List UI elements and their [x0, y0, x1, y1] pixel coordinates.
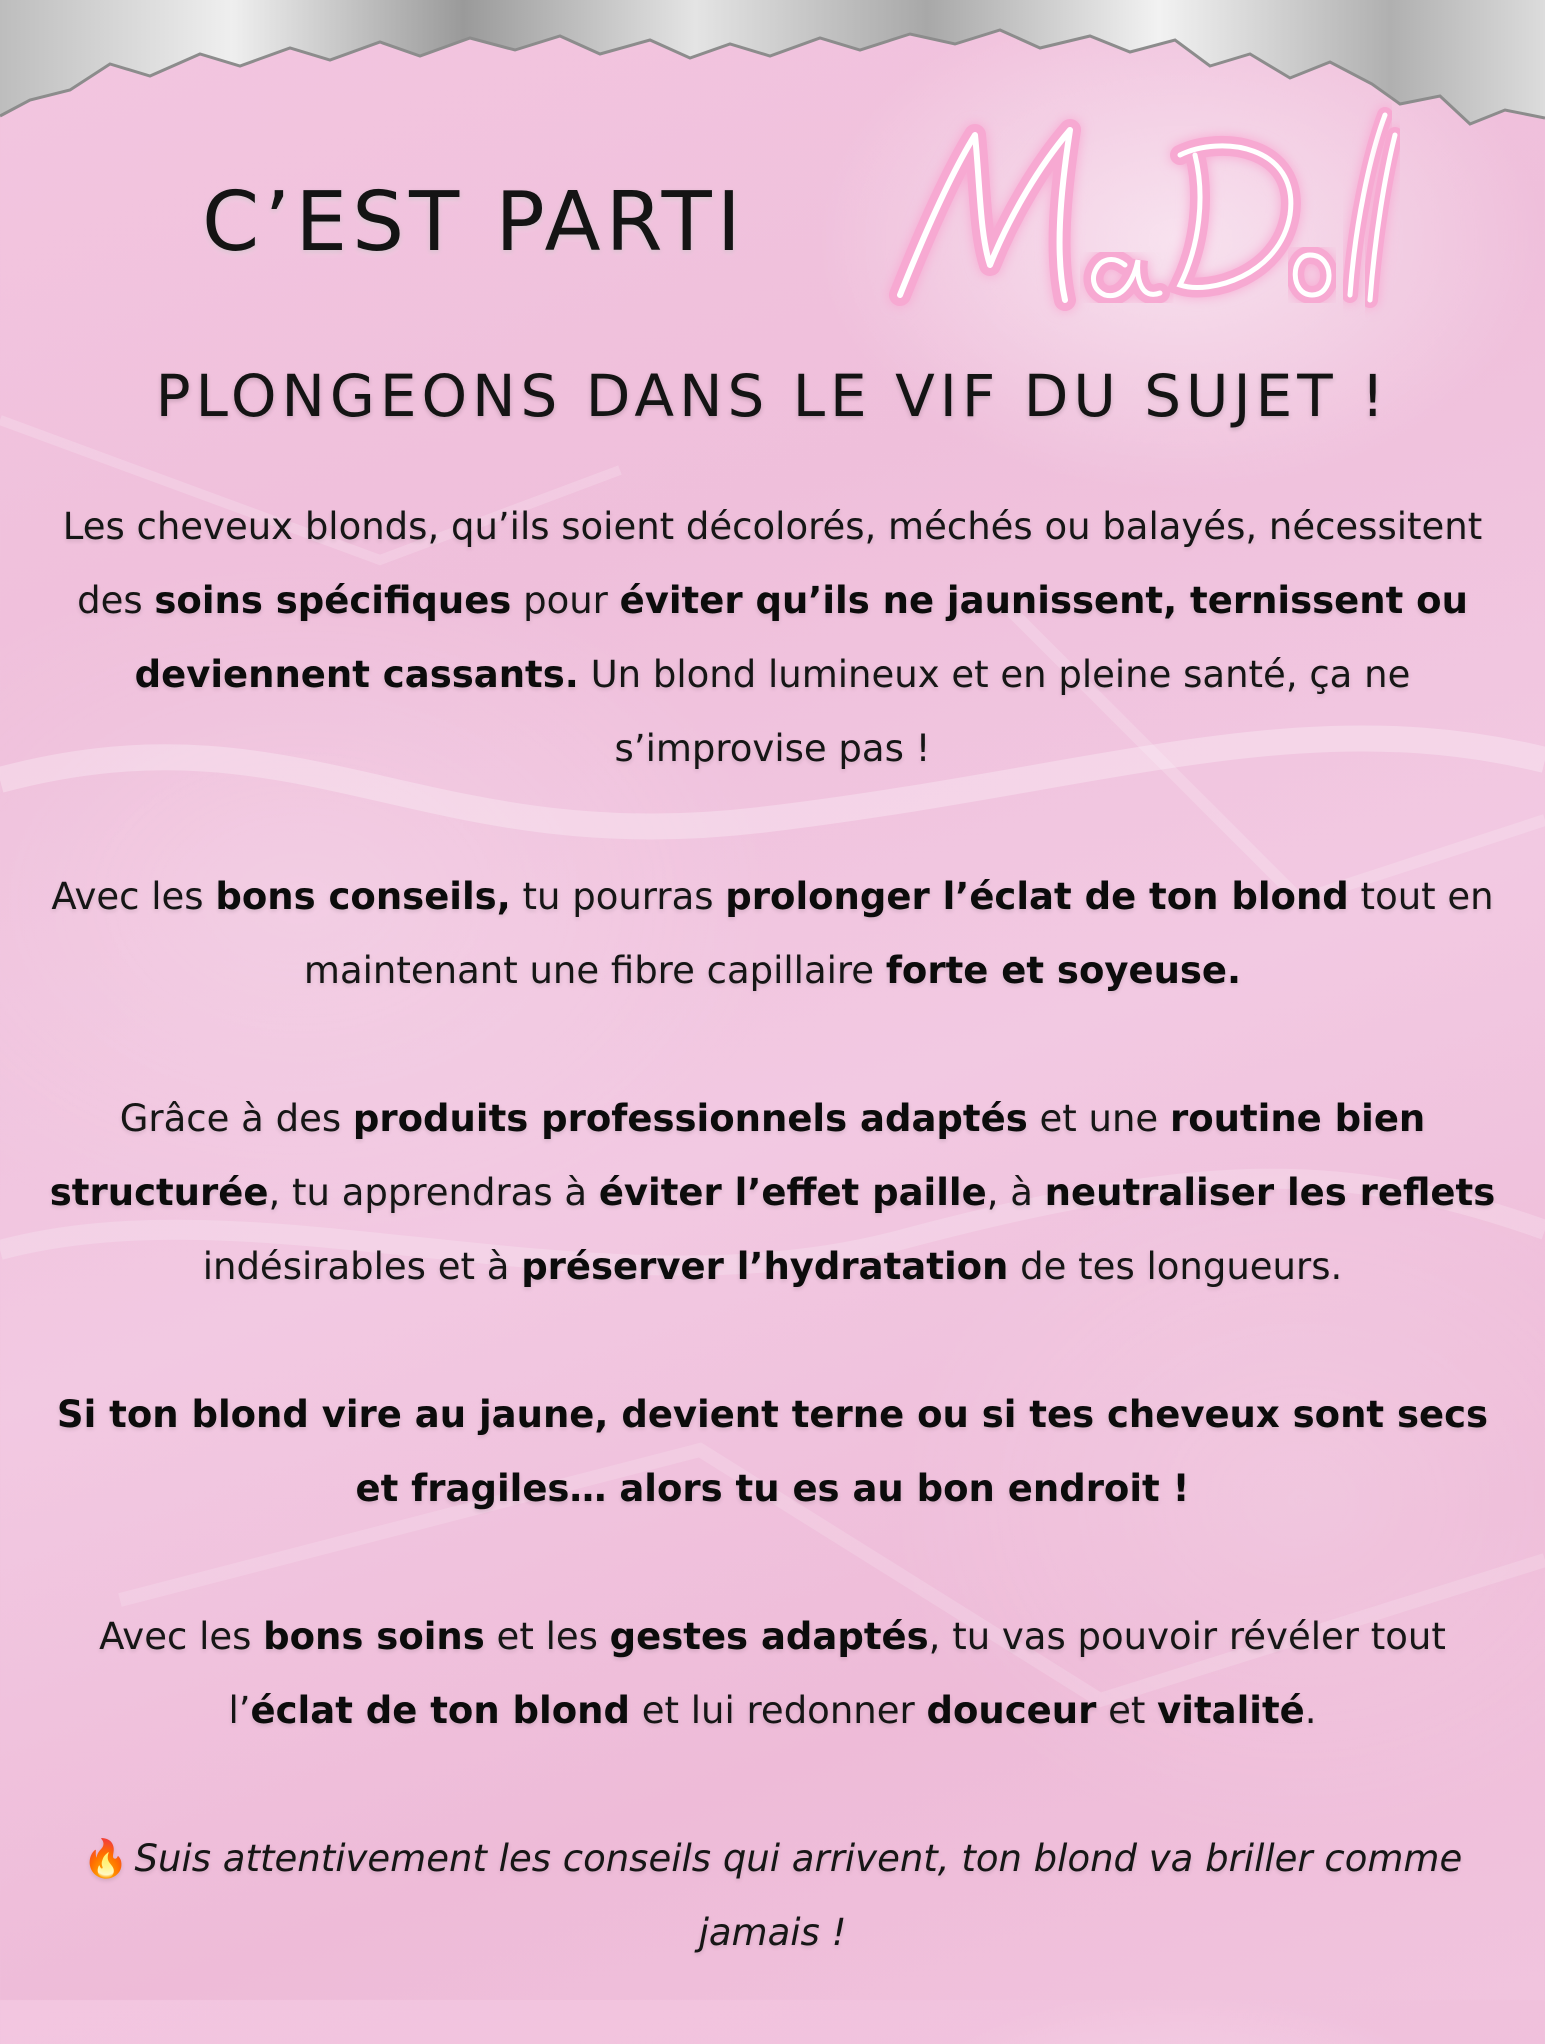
article-body	[40, 490, 1505, 2044]
title-row	[0, 165, 1545, 305]
paragraph-2: Avec les bons conseils, tu pourras prolonger l’éclat de ton blond tout en maintenant une fibre capillaire forte et soyeuse.	[51, 875, 1494, 992]
paragraph-3: Grâce à des produits professionnels adaptés et une routine bien structurée, tu apprendras à éviter l’effet paille, à neutraliser les reflets indésirables et à préserver l’hydratation de tes longueurs.	[49, 1097, 1496, 1288]
page-title: C’EST PARTI	[202, 175, 746, 270]
closing-text: Suis attentivement les conseils qui arrivent, ton blond va briller comme jamais !	[134, 1837, 1463, 1954]
ma-doll-neon-logo	[880, 95, 1400, 325]
closing-paragraph	[40, 1822, 1505, 1970]
paragraph-1: Les cheveux blonds, qu’ils soient décolorés, méchés ou balayés, nécessitent des soins spécifiques pour éviter qu’ils ne jaunissent, ternissent ou deviennent cassants. Un blond lumineux et en pleine santé, ça ne s’improvise pas !	[62, 505, 1483, 770]
page-subtitle: PLONGEONS DANS LE VIF DU SUJET !	[155, 362, 1390, 430]
paragraph-4: Si ton blond vire au jaune, devient terne ou si tes cheveux sont secs et fragiles… alors tu es au bon endroit !	[56, 1393, 1489, 1510]
fire-icon: 🔥	[82, 1837, 129, 1880]
paragraph-5: Avec les bons soins et les gestes adaptés, tu vas pouvoir révéler tout l’éclat de ton blond et lui redonner douceur et vitalité.	[99, 1615, 1446, 1732]
